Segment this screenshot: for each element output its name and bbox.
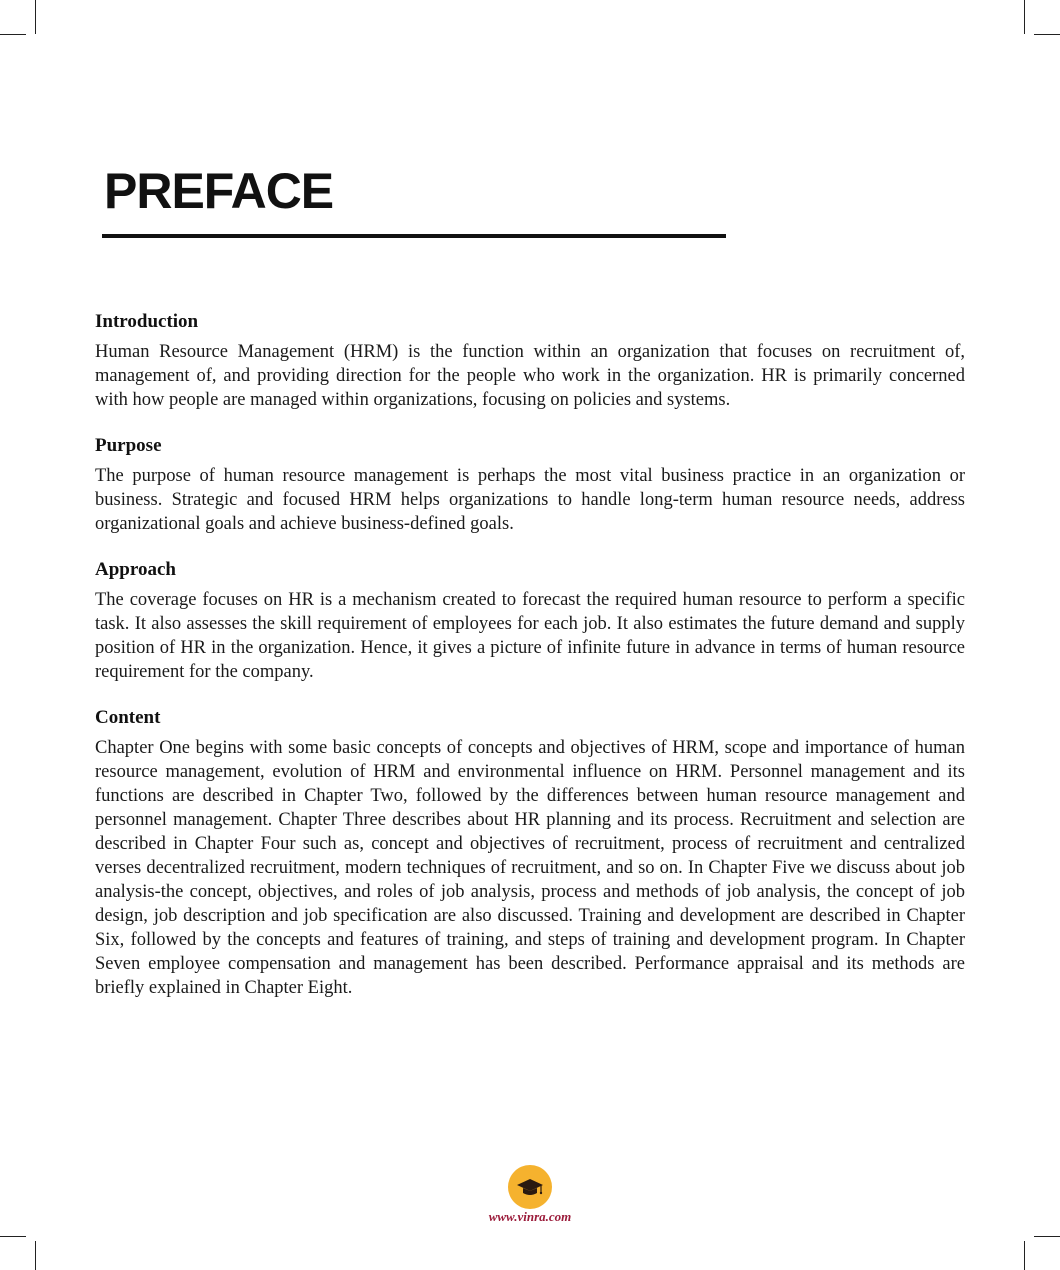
section-heading: Introduction: [95, 311, 199, 332]
section-body: The coverage focuses on HR is a mechanism created to forecast the required human resource to perform a specific task. It also assesses the skill requirement of employees for each job. It also estimates the future demand and supply position of HR in the organization. Hence, it gives a picture of infinite future in advance in terms of human resource requirement for the company.: [95, 590, 965, 682]
crop-mark: [0, 34, 26, 35]
publisher-logo: [508, 1165, 552, 1209]
section-purpose: [95, 434, 965, 536]
crop-mark: [35, 0, 36, 34]
crop-mark: [1034, 34, 1060, 35]
section-body: The purpose of human resource management is perhaps the most vital business practice in an organization or business. Strategic and focused HRM helps organizations to handle long-term human resource needs, address organizational goals and achieve business-defined goals.: [95, 466, 965, 534]
crop-mark: [35, 1241, 36, 1270]
section-body: Chapter One begins with some basic concepts of concepts and objectives of HRM, scope and importance of human resource management, evolution of HRM and environmental influence on HRM. Personnel management and its functions are described in Chapter Two, followed by the differences between human resource management and personnel management. Chapter Three describes about HR planning and its process. Recruitment and selection are described in Chapter Four such as, concept and objectives of recruitment, process of recruitment and centralized verses decentralized recruitment, modern techniques of recruitment, and so on. In Chapter Five we discuss about job analysis-the concept, objectives, and roles of job analysis, process and methods of job analysis, the concept of job design, job description and job specification are also discussed. Training and development are described in Chapter Six, followed by the concepts and features of training, and steps of training and development program. In Chapter Seven employee compensation and management has been described. Performance appraisal and its methods are briefly explained in Chapter Eight.: [95, 738, 965, 998]
crop-mark: [1034, 1236, 1060, 1237]
crop-mark: [1024, 1241, 1025, 1270]
title-underline: [102, 234, 726, 238]
section-body: Human Resource Management (HRM) is the function within an organization that focuses on recruitment of, management of, and providing direction for the people who work in the organization. HR is primarily concerned with how people are managed within organizations, focusing on policies and systems.: [95, 342, 965, 410]
graduation-cap-icon: [515, 1172, 545, 1202]
preface-content: [95, 310, 965, 1022]
crop-mark: [1024, 0, 1025, 34]
section-content: [95, 706, 965, 1000]
section-heading: Content: [95, 707, 161, 728]
section-heading: Approach: [95, 559, 176, 580]
page-title: PREFACE: [104, 163, 334, 219]
crop-mark: [0, 1236, 26, 1237]
section-heading: Purpose: [95, 435, 162, 456]
footer-url[interactable]: www.vinra.com: [488, 1209, 572, 1224]
section-approach: [95, 558, 965, 684]
section-introduction: [95, 310, 965, 412]
